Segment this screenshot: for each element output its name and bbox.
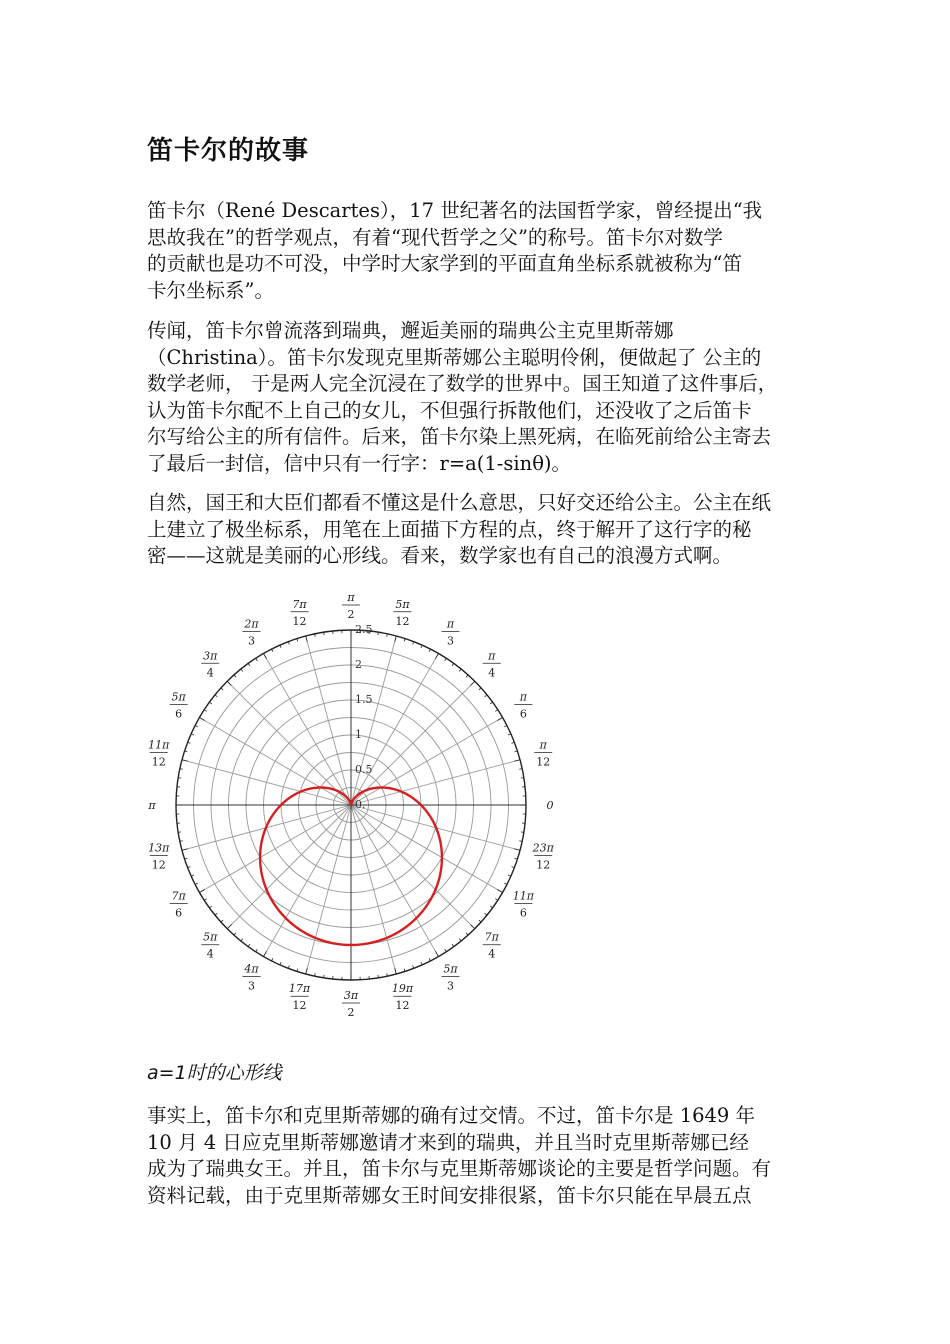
angle-label-denominator: 3 [447, 979, 454, 993]
frame-tick [495, 710, 498, 712]
frame-tick [256, 658, 258, 661]
frame-tick [209, 702, 211, 704]
frame-tick [280, 962, 281, 965]
frame-tick [395, 636, 397, 642]
radial-tick-label: 1 [355, 728, 362, 741]
frame-tick [508, 734, 511, 735]
angle-label-numerator: 5π [395, 597, 410, 611]
frame-tick [241, 939, 243, 941]
angle-label-numerator: 17π [288, 982, 311, 996]
frame-tick [209, 906, 211, 908]
frame-tick [288, 642, 289, 645]
paragraph-cardioid: 自然，国王和大臣们都看不懂这是什么意思，只好交还给公主。公主在纸 上建立了极坐标系，用笔在上面描下方程的点，终于解开了这行字的秘 密——这就是美丽的心形线。看来，数学家也有自己的浪漫方式啊。 [147, 491, 772, 567]
angle-label-denominator: 12 [395, 614, 410, 628]
frame-tick [204, 899, 207, 901]
frame-tick [445, 949, 447, 952]
grid-spoke [351, 805, 503, 893]
frame-tick [471, 925, 475, 929]
frame-tick [234, 675, 236, 677]
frame-tick [188, 742, 191, 743]
grid-spoke [306, 805, 351, 974]
angle-label-numerator: 3π [203, 649, 218, 663]
frame-tick [421, 962, 422, 965]
angle-label-numerator: π [347, 591, 355, 604]
angle-label-numerator: 11π [148, 738, 170, 752]
grid-spoke [351, 718, 503, 806]
grid-spoke [199, 805, 351, 893]
grid-spoke [227, 805, 351, 929]
angle-label-denominator: 3 [248, 634, 255, 648]
frame-tick [512, 867, 515, 868]
frame-tick [221, 688, 223, 690]
angle-label-denominator: 6 [519, 707, 527, 721]
grid-spoke [306, 636, 351, 805]
frame-tick [495, 899, 498, 901]
angle-label-numerator: 2π [244, 617, 259, 631]
frame-tick [445, 658, 447, 661]
frame-tick [466, 933, 468, 935]
frame-tick [264, 653, 267, 658]
frame-tick [395, 968, 397, 974]
grid-spoke [182, 760, 351, 805]
frame-tick [182, 849, 188, 851]
chart-caption: a=1时的心形线 [147, 1062, 282, 1084]
frame-tick [288, 966, 289, 969]
frame-tick [191, 734, 194, 735]
frame-tick [479, 688, 481, 690]
frame-tick [191, 875, 194, 876]
angle-label-numerator: 3π [343, 989, 359, 1002]
frame-tick [221, 920, 223, 922]
angle-label-numerator: 19π [391, 982, 414, 996]
frame-tick [241, 669, 243, 671]
paragraph-intro: 笛卡尔（René Descartes），17 世纪著名的法国哲学家，曾经提出“我 思故我在”的哲学观点，有着“现代哲学之父”的称号。笛卡尔对数学 的贡献也是功不可没，中学时大家学到的平面直角坐标系就被称为“笛 卡尔坐标系”。 [147, 199, 763, 302]
radial-tick-label: 2 [355, 658, 362, 671]
frame-tick [459, 669, 461, 671]
frame-tick [490, 702, 492, 704]
frame-tick [280, 645, 281, 648]
frame-tick [485, 913, 487, 915]
angle-label: 0 [546, 799, 554, 812]
frame-tick [199, 718, 204, 721]
frame-tick [514, 849, 520, 851]
frame-tick [227, 925, 231, 929]
angle-label-numerator: 5π [203, 930, 218, 944]
angle-label-denominator: 6 [175, 707, 183, 721]
frame-tick [508, 875, 511, 876]
frame-tick [490, 906, 492, 908]
frame-tick [452, 944, 454, 946]
frame-tick [227, 681, 231, 685]
radial-tick-label: 0.5 [355, 763, 373, 776]
frame-tick [459, 939, 461, 941]
angle-label-numerator: 7π [484, 930, 499, 944]
angle-label-denominator: 3 [248, 979, 255, 993]
frame-tick [497, 890, 502, 893]
grid-spoke [227, 681, 351, 805]
frame-tick [215, 695, 217, 697]
angle-label-numerator: π [519, 690, 527, 704]
angle-label-numerator: 4π [244, 962, 259, 976]
frame-tick [479, 920, 481, 922]
radial-tick-label: 2.5 [355, 623, 373, 636]
frame-tick [215, 913, 217, 915]
angle-label-denominator: 2 [347, 608, 355, 621]
frame-tick [497, 718, 502, 721]
frame-tick [256, 949, 258, 952]
frame-tick [436, 951, 439, 956]
angle-label-numerator: 7π [292, 597, 307, 611]
angle-label-numerator: 5π [443, 962, 458, 976]
frame-tick [421, 645, 422, 648]
angle-label-denominator: 12 [536, 858, 551, 872]
page-title: 笛卡尔的故事 [147, 136, 310, 166]
grid-spoke [199, 718, 351, 806]
angle-label-denominator: 6 [175, 906, 183, 920]
frame-tick [436, 653, 439, 658]
angle-label-denominator: 12 [395, 999, 410, 1013]
grid-spoke [264, 653, 352, 805]
angle-label-denominator: 2 [347, 1006, 355, 1019]
angle-label-numerator: 13π [148, 841, 170, 855]
frame-tick [471, 681, 475, 685]
cardioid-polar-chart [140, 580, 570, 1030]
grid-spoke [351, 760, 520, 805]
paragraph-legend: 传闻，笛卡尔曾流落到瑞典，邂逅美丽的瑞典公主克里斯蒂娜 （Christina）。笛卡尔发现克里斯蒂娜公主聪明伶俐，便做起了 公主的 数学老师， 于是两人完全沉浸在了数学的世界中。国王知道了这件事后， 认为笛卡尔配不上自己的女儿，不但强行拆散他们，还没收了之后笛卡 尔写给公主的所有信件。后来，笛卡尔染上黑死病，在临死前给公主寄去 了最后一封信，信中只有一行字：r=a(1-sinθ)。 [147, 319, 778, 475]
frame-tick [514, 760, 520, 762]
frame-tick [306, 636, 308, 642]
frame-tick [234, 933, 236, 935]
frame-tick [248, 944, 250, 946]
frame-tick [512, 742, 515, 743]
frame-tick [413, 966, 414, 969]
angle-label: π [148, 799, 156, 812]
angle-label-numerator: π [488, 649, 496, 663]
frame-tick [264, 951, 267, 956]
frame-tick [485, 695, 487, 697]
frame-tick [188, 867, 191, 868]
radial-tick-label: 1.5 [355, 693, 373, 706]
angle-label-denominator: 12 [536, 755, 551, 769]
frame-tick [248, 663, 250, 665]
frame-tick [466, 675, 468, 677]
angle-label-denominator: 4 [206, 947, 214, 961]
angle-label-numerator: π [446, 617, 455, 631]
angle-label-denominator: 12 [151, 755, 166, 769]
angle-label-denominator: 12 [151, 858, 166, 872]
grid-spoke [351, 653, 439, 805]
radial-tick-label: 0. [355, 798, 366, 811]
frame-tick [199, 890, 204, 893]
frame-tick [182, 760, 188, 762]
angle-label-numerator: 7π [171, 889, 186, 903]
angle-label-denominator: 4 [206, 666, 214, 680]
angle-label-denominator: 3 [447, 634, 454, 648]
frame-tick [204, 710, 207, 712]
grid-spoke [351, 805, 396, 974]
angle-label-denominator: 4 [488, 947, 496, 961]
angle-label-denominator: 6 [519, 906, 527, 920]
frame-tick [452, 663, 454, 665]
angle-label-denominator: 4 [488, 666, 496, 680]
angle-label-numerator: 23π [532, 841, 554, 855]
grid-spoke [351, 805, 475, 929]
angle-label-denominator: 12 [292, 999, 307, 1013]
angle-label-numerator: 5π [171, 690, 186, 704]
frame-tick [413, 642, 414, 645]
paragraph-history: 事实上，笛卡尔和克里斯蒂娜的确有过交情。不过，笛卡尔是 1649 年 10 月 4 日应克里斯蒂娜邀请才来到的瑞典，并且当时克里斯蒂娜已经 成为了瑞典女王。并且，笛卡尔与克里斯蒂娜谈论的主要是哲学问题。有 资料记载，由于克里斯蒂娜女王时间安排很紧，笛卡尔只能在早晨五点 [147, 1104, 772, 1207]
angle-label-numerator: 11π [512, 889, 534, 903]
angle-label-numerator: π [539, 738, 547, 752]
frame-tick [306, 968, 308, 974]
angle-label-denominator: 12 [292, 614, 307, 628]
